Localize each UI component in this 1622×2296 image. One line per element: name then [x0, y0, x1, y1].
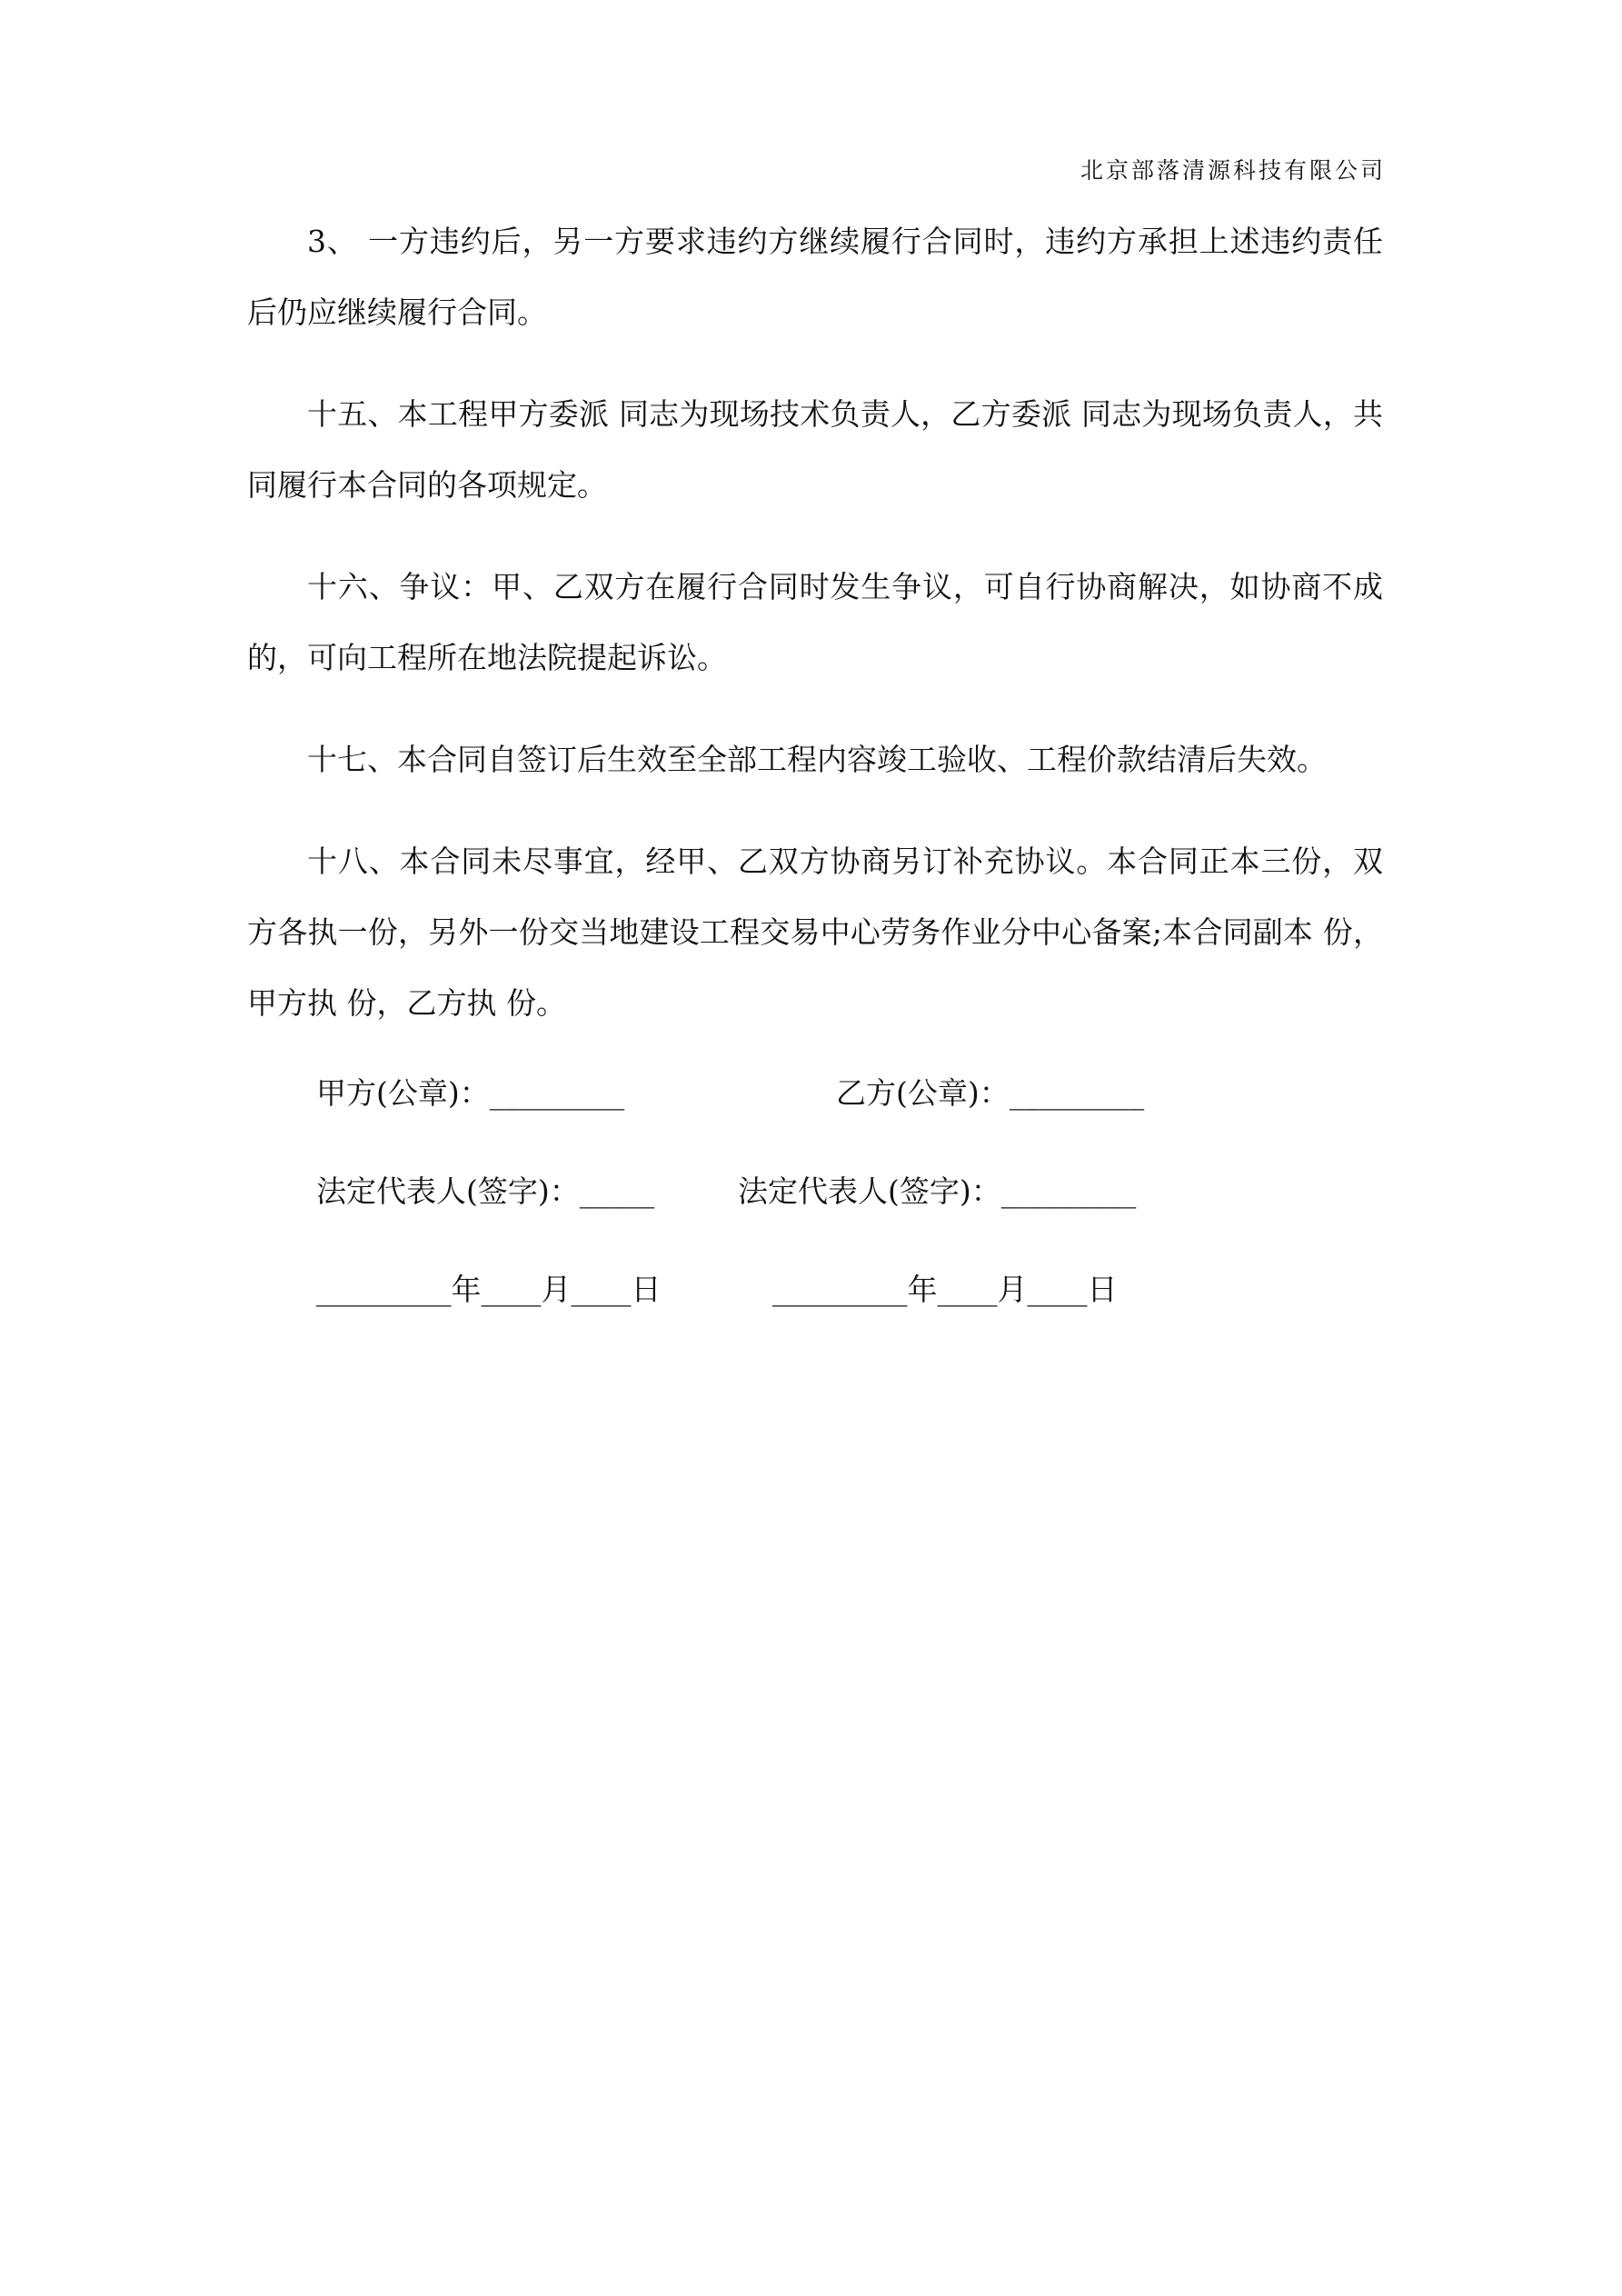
clause-16-disputes: 十六、争议：甲、乙双方在履行合同时发生争议，可自行协商解决，如协商不成的，可向工程所在地法院提起诉讼。 — [247, 569, 1383, 675]
clause-3-breach-continuation: 3、 一方违约后，另一方要求违约方继续履行合同时，违约方承担上述违约责任后仍应继续履行合同。 — [247, 224, 1383, 330]
signature-row-seal — [247, 1070, 1383, 1168]
signature-row-representative — [247, 1168, 1383, 1266]
contract-body — [247, 206, 1383, 1364]
party-a-seal-field: 甲方(公章)：_________ — [316, 1075, 625, 1111]
clause-17-effectiveness: 十七、本合同自签订后生效至全部工程内容竣工验收、工程价款结清后失效。 — [307, 742, 1327, 777]
party-b-date-field: _________年____月____日 — [772, 1272, 1118, 1307]
signature-block — [247, 1070, 1383, 1364]
signature-row-date — [247, 1266, 1383, 1364]
party-b-seal-field: 乙方(公章)：_________ — [836, 1075, 1145, 1111]
clause-18-supplementary: 十八、本合同未尽事宜，经甲、乙双方协商另订补充协议。本合同正本三份，双方各执一份，另外一份交当地建设工程交易中心劳务作业分中心备案;本合同副本 份，甲方执 份，乙方执 份。 — [247, 844, 1383, 1021]
company-header: 北京部落清源科技有限公司 — [1080, 157, 1386, 184]
party-a-representative-field: 法定代表人(签字)：_____ — [316, 1173, 655, 1209]
party-b-representative-field: 法定代表人(签字)：_________ — [738, 1173, 1137, 1209]
clause-15-site-representatives: 十五、本工程甲方委派 同志为现场技术负责人，乙方委派 同志为现场负责人，共同履行本合同的各项规定。 — [247, 396, 1383, 503]
party-a-date-field: _________年____月____日 — [316, 1272, 662, 1307]
